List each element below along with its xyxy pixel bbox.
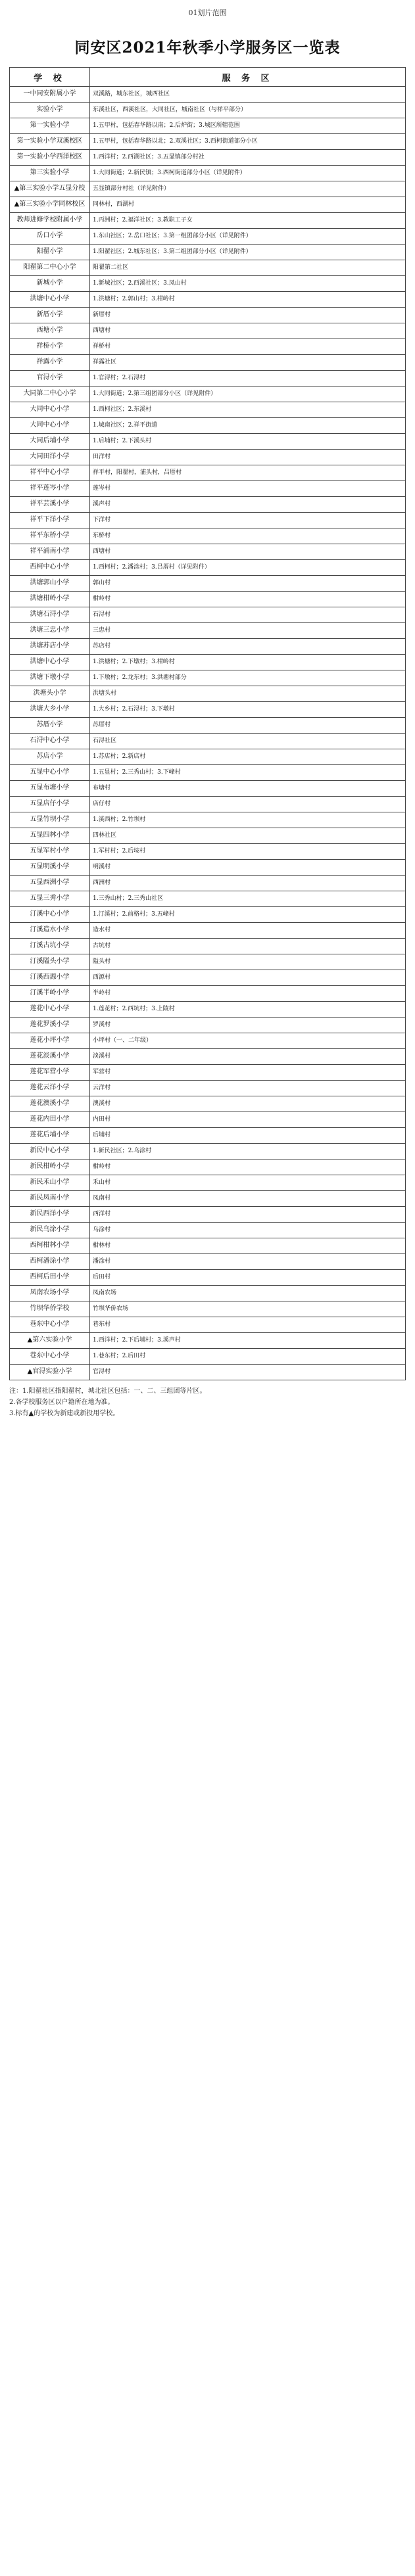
table-row	[10, 797, 406, 812]
service-area-cell: 溪声村	[90, 497, 406, 513]
service-area-cell: 罗溪村	[90, 1018, 406, 1033]
table-row	[10, 434, 406, 450]
school-name-cell: 新厝小学	[10, 308, 90, 323]
school-name-cell: 莲花后埔小学	[10, 1128, 90, 1144]
table-row	[10, 355, 406, 371]
school-name-cell: 祥平芸溪小学	[10, 497, 90, 513]
school-name-cell: 莲花罗溪小学	[10, 1018, 90, 1033]
service-area-cell: 西洲村	[90, 876, 406, 891]
table-row	[10, 939, 406, 954]
school-name-cell: 竹坝华侨学校	[10, 1301, 90, 1317]
table-row	[10, 339, 406, 355]
table-row	[10, 87, 406, 103]
school-name-cell: ▲第三实验小学五显分校	[10, 181, 90, 197]
service-area-cell: 1.汀溪村；2.前格村；3.五峰村	[90, 907, 406, 923]
service-area-cell: 阳翟第二社区	[90, 260, 406, 276]
table-row	[10, 1175, 406, 1191]
service-area-cell: 1.西洋村；2.西湖社区；3.五显镇部分村社	[90, 150, 406, 166]
service-area-cell: 洪塘头村	[90, 686, 406, 702]
service-area-cell: 下洋村	[90, 513, 406, 528]
service-area-cell: 1.新城社区；2.西溪社区；3.凤山村	[90, 276, 406, 292]
school-name-cell: 汀溪古坑小学	[10, 939, 90, 954]
school-name-cell: 洪塘下墩小学	[10, 670, 90, 686]
service-area-cell: 造水村	[90, 923, 406, 939]
school-name-cell: 苏厝小学	[10, 718, 90, 734]
school-name-cell: 第三实验小学	[10, 166, 90, 181]
table-row	[10, 1191, 406, 1207]
table-row	[10, 765, 406, 781]
school-name-cell: 汀溪西源小学	[10, 970, 90, 986]
table-row	[10, 812, 406, 828]
table-body	[10, 87, 406, 1380]
table-row	[10, 181, 406, 197]
service-area-cell: 内田村	[90, 1112, 406, 1128]
service-area-cell: 官浔村	[90, 1365, 406, 1380]
table-row	[10, 103, 406, 118]
service-area-cell: 1.五甲村，包括春华路以南；2.后炉街；3.城区所辖范围	[90, 118, 406, 134]
school-name-cell: 洪塘头小学	[10, 686, 90, 702]
table-row	[10, 702, 406, 718]
school-name-cell: 大同中心小学	[10, 418, 90, 434]
service-area-cell: 1.洪塘村；2.下墩村；3.柑岭村	[90, 655, 406, 670]
school-name-cell: ▲第六实验小学	[10, 1333, 90, 1349]
school-name-cell: 祥平东桥小学	[10, 528, 90, 544]
table-row	[10, 402, 406, 418]
table-row	[10, 876, 406, 891]
service-area-cell: 澳溪村	[90, 1096, 406, 1112]
service-area-cell: 竹坝华侨农场	[90, 1301, 406, 1317]
table-row	[10, 118, 406, 134]
school-name-cell: 岳口小学	[10, 229, 90, 245]
table-row	[10, 718, 406, 734]
school-name-cell: 五显四林小学	[10, 828, 90, 844]
service-area-cell: 同林村，西湖村	[90, 197, 406, 213]
service-area-cell: 1.城南社区；2.祥平街道	[90, 418, 406, 434]
service-area-cell: 1.大同街道；2.第三组团部分小区（详见附件）	[90, 386, 406, 402]
table-row	[10, 229, 406, 245]
school-name-cell: 五显军村小学	[10, 844, 90, 860]
service-area-cell: 1.下墩村；2.龙东村；3.洪塘村部分	[90, 670, 406, 686]
service-area-cell: 五显镇部分村社（详见附件）	[90, 181, 406, 197]
school-name-cell: 新民乌涂小学	[10, 1223, 90, 1238]
table-row	[10, 1144, 406, 1159]
school-name-cell: 祥平中心小学	[10, 465, 90, 481]
service-area-cell: 巷东村	[90, 1317, 406, 1333]
table-row	[10, 623, 406, 639]
service-area-cell: 祥平村，阳翟村，浦头村，吕厝村	[90, 465, 406, 481]
school-name-cell: 汀溪造水小学	[10, 923, 90, 939]
school-name-cell: 第一实验小学	[10, 118, 90, 134]
table-row	[10, 292, 406, 308]
service-area-cell: 1.大乡村；2.石浔村；3.下墩村	[90, 702, 406, 718]
school-name-cell: 新民凤南小学	[10, 1191, 90, 1207]
school-name-cell: 五显中心小学	[10, 765, 90, 781]
service-area-cell: 柑岭村	[90, 1159, 406, 1175]
table-row	[10, 481, 406, 497]
table-row	[10, 544, 406, 560]
document-title: 同安区2021年秋季小学服务区一览表	[74, 38, 341, 57]
image-caption: 01划片范围	[188, 9, 227, 17]
service-area-cell: 石浔村	[90, 607, 406, 623]
table-row	[10, 1002, 406, 1018]
service-area-cell: 潘涂村	[90, 1254, 406, 1270]
service-area-cell: 1.大同街道；2.新民镇；3.西柯街道部分小区（详见附件）	[90, 166, 406, 181]
school-name-cell: 洪塘石浔小学	[10, 607, 90, 623]
table-row	[10, 418, 406, 434]
service-area-cell: 三忠村	[90, 623, 406, 639]
table-row	[10, 213, 406, 229]
service-area-cell: 淡溪村	[90, 1049, 406, 1065]
school-name-cell: 大同后埔小学	[10, 434, 90, 450]
table-row	[10, 655, 406, 670]
table-row	[10, 907, 406, 923]
table-row	[10, 592, 406, 607]
school-name-cell: 大同田洋小学	[10, 450, 90, 465]
service-area-cell: 凤南农场	[90, 1286, 406, 1301]
table-row	[10, 576, 406, 592]
table-row	[10, 245, 406, 260]
school-name-cell: 巷东中心小学	[10, 1317, 90, 1333]
service-area-cell: 1.溪西村；2.竹坝村	[90, 812, 406, 828]
school-name-cell: 西柯后田小学	[10, 1270, 90, 1286]
table-row	[10, 1096, 406, 1112]
table-row	[10, 513, 406, 528]
table-row	[10, 1081, 406, 1096]
service-area-cell: 苏店村	[90, 639, 406, 655]
table-row	[10, 891, 406, 907]
service-area-cell: 1.丙洲村；2.福洋社区；3.教职工子女	[90, 213, 406, 229]
school-name-cell: 实验小学	[10, 103, 90, 118]
table-row	[10, 450, 406, 465]
service-area-cell: 后田村	[90, 1270, 406, 1286]
table-row	[10, 323, 406, 339]
school-name-cell: 洪塘中心小学	[10, 655, 90, 670]
table-row	[10, 781, 406, 797]
school-name-cell: 洪塘大乡小学	[10, 702, 90, 718]
table-row	[10, 1317, 406, 1333]
table-row	[10, 970, 406, 986]
school-name-cell: 祥平下洋小学	[10, 513, 90, 528]
school-name-cell: 汀溪隘头小学	[10, 954, 90, 970]
table-row	[10, 150, 406, 166]
school-name-cell: 官浔小学	[10, 371, 90, 386]
school-name-cell: 莲花小坪小学	[10, 1033, 90, 1049]
service-area-cell: 1.三秀山村；2.三秀山社区	[90, 891, 406, 907]
school-name-cell: 洪塘苏店小学	[10, 639, 90, 655]
table-row	[10, 844, 406, 860]
service-area-cell: 1.西柯村；2.潘涂村；3.吕厝村（详见附件）	[90, 560, 406, 576]
school-name-cell: 阳翟第二中心小学	[10, 260, 90, 276]
table-row	[10, 686, 406, 702]
footnote-line: 注：1.阳翟社区指阳翟村，城北社区包括：一、二、三组团等片区。	[9, 1388, 207, 1395]
table-row	[10, 1018, 406, 1033]
service-area-cell: 东溪社区，西溪社区，大同社区，城南社区（与祥平部分）	[90, 103, 406, 118]
school-name-cell: 大同中心小学	[10, 402, 90, 418]
table-row	[10, 1254, 406, 1270]
service-area-cell: 双溪路，城东社区，城西社区	[90, 87, 406, 103]
table-row	[10, 860, 406, 876]
school-name-cell: 第一实验小学双溪校区	[10, 134, 90, 150]
table-row	[10, 1349, 406, 1365]
table-row	[10, 607, 406, 623]
school-name-cell: 西柯柑林小学	[10, 1238, 90, 1254]
table-row	[10, 923, 406, 939]
service-area-cell: 1.新民社区；2.乌涂村	[90, 1144, 406, 1159]
school-name-cell: 巷东中心小学	[10, 1349, 90, 1365]
table-row	[10, 1207, 406, 1223]
table-row	[10, 749, 406, 765]
service-area-cell: 苏厝村	[90, 718, 406, 734]
service-area-cell: 柑岭村	[90, 592, 406, 607]
service-area-cell: 小坪村（一、二年级）	[90, 1033, 406, 1049]
service-area-cell: 乌涂村	[90, 1223, 406, 1238]
service-area-cell: 后埔村	[90, 1128, 406, 1144]
service-area-cell: 西源村	[90, 970, 406, 986]
footnote-line: 2.各学校服务区以户籍所在地为准。	[9, 1399, 114, 1406]
school-name-cell: 一中同安附属小学	[10, 87, 90, 103]
school-name-cell: 洪塘三忠小学	[10, 623, 90, 639]
table-row	[10, 260, 406, 276]
service-area-cell: 1.东山社区；2.岳口社区；3.第一组团部分小区（详见附件）	[90, 229, 406, 245]
school-name-cell: 汀溪中心小学	[10, 907, 90, 923]
school-name-cell: 五显明溪小学	[10, 860, 90, 876]
table-row	[10, 197, 406, 213]
table-row	[10, 1033, 406, 1049]
service-area-cell: 云洋村	[90, 1081, 406, 1096]
table-row	[10, 166, 406, 181]
service-area-cell: 1.阳翟社区；2.城东社区；3.第二组团部分小区（详见附件）	[90, 245, 406, 260]
footnotes	[9, 1386, 406, 1419]
school-name-cell: 教师进修学校附属小学	[10, 213, 90, 229]
school-name-cell: 苏店小学	[10, 749, 90, 765]
service-area-cell: 田洋村	[90, 450, 406, 465]
service-area-table	[9, 67, 406, 1380]
service-area-cell: 明溪村	[90, 860, 406, 876]
table-row	[10, 986, 406, 1002]
table-row	[10, 386, 406, 402]
school-name-cell: 西柯中心小学	[10, 560, 90, 576]
table-row	[10, 828, 406, 844]
table-row	[10, 1333, 406, 1349]
service-area-cell: 1.巷东村；2.后田村	[90, 1349, 406, 1365]
service-area-cell: 祥露社区	[90, 355, 406, 371]
service-area-cell: 1.五甲村，包括春华路以北；2.双溪社区；3.西柯街道部分小区	[90, 134, 406, 150]
school-name-cell: 洪塘中心小学	[10, 292, 90, 308]
service-area-cell: 祥桥村	[90, 339, 406, 355]
service-area-cell: 1.军村村；2.后垵村	[90, 844, 406, 860]
service-area-cell: 布塘村	[90, 781, 406, 797]
service-area-cell: 西塘村	[90, 544, 406, 560]
school-name-cell: 新民西洋小学	[10, 1207, 90, 1223]
table-row	[10, 1365, 406, 1380]
service-area-cell: 1.莲花村；2.西坑村；3.上陵村	[90, 1002, 406, 1018]
table-row	[10, 134, 406, 150]
service-area-cell: 石浔社区	[90, 734, 406, 749]
table-row	[10, 1301, 406, 1317]
table-row	[10, 1270, 406, 1286]
service-area-cell: 西洋村	[90, 1207, 406, 1223]
service-area-cell: 柑林村	[90, 1238, 406, 1254]
school-name-cell: 莲花中心小学	[10, 1002, 90, 1018]
school-name-cell: 洪塘郭山小学	[10, 576, 90, 592]
school-name-cell: 祥露小学	[10, 355, 90, 371]
school-name-cell: 祥平浦南小学	[10, 544, 90, 560]
table-row	[10, 1049, 406, 1065]
table-row	[10, 1112, 406, 1128]
table-row	[10, 276, 406, 292]
service-area-cell: 四林社区	[90, 828, 406, 844]
school-name-cell: 新民柑岭小学	[10, 1159, 90, 1175]
school-name-cell: 五显三秀小学	[10, 891, 90, 907]
service-area-cell: 郭山村	[90, 576, 406, 592]
service-area-cell: 禾山村	[90, 1175, 406, 1191]
service-area-cell: 凤南村	[90, 1191, 406, 1207]
school-name-cell: 莲花内田小学	[10, 1112, 90, 1128]
school-name-cell: ▲第三实验小学同林校区	[10, 197, 90, 213]
service-area-cell: 1.西洋村；2.下后埔村；3.溪声村	[90, 1333, 406, 1349]
school-name-cell: 石浔中心小学	[10, 734, 90, 749]
header-school: 学 校	[10, 68, 90, 87]
table-row	[10, 528, 406, 544]
header-area: 服 务 区	[90, 68, 406, 87]
footnote-line: 3.标有▲的学校为新建或新投用学校。	[9, 1410, 120, 1417]
school-name-cell: 五显布塘小学	[10, 781, 90, 797]
school-name-cell: 新民中心小学	[10, 1144, 90, 1159]
school-name-cell: 祥桥小学	[10, 339, 90, 355]
table-row	[10, 497, 406, 513]
table-row	[10, 734, 406, 749]
table-row	[10, 465, 406, 481]
school-name-cell: 第一实验小学西洋校区	[10, 150, 90, 166]
table-row	[10, 1159, 406, 1175]
school-name-cell: 阳翟小学	[10, 245, 90, 260]
school-name-cell: 五显竹坝小学	[10, 812, 90, 828]
service-area-cell: 1.洪塘村；2.郭山村；3.柑岭村	[90, 292, 406, 308]
school-name-cell: 大同第二中心小学	[10, 386, 90, 402]
service-area-cell: 莲岑村	[90, 481, 406, 497]
service-area-cell: 1.苏店村；2.新店村	[90, 749, 406, 765]
table-header-row	[10, 68, 406, 87]
service-area-cell: 1.后埔村；2.下溪头村	[90, 434, 406, 450]
service-area-cell: 古坑村	[90, 939, 406, 954]
school-name-cell: 莲花军营小学	[10, 1065, 90, 1081]
school-name-cell: ▲官浔实验小学	[10, 1365, 90, 1380]
table-row	[10, 954, 406, 970]
service-area-cell: 东桥村	[90, 528, 406, 544]
school-name-cell: 凤南农场小学	[10, 1286, 90, 1301]
school-name-cell: 洪塘柑岭小学	[10, 592, 90, 607]
school-name-cell: 新城小学	[10, 276, 90, 292]
school-name-cell: 五显店仔小学	[10, 797, 90, 812]
service-area-cell: 1.西柯社区；2.东溪村	[90, 402, 406, 418]
service-area-cell: 1.五显村；2.三秀山村；3.下峰村	[90, 765, 406, 781]
table-row	[10, 308, 406, 323]
school-name-cell: 西柯潘涂小学	[10, 1254, 90, 1270]
table-row	[10, 639, 406, 655]
school-name-cell: 祥平莲岑小学	[10, 481, 90, 497]
school-name-cell: 莲花淡溪小学	[10, 1049, 90, 1065]
table-row	[10, 1286, 406, 1301]
service-area-cell: 军营村	[90, 1065, 406, 1081]
service-area-cell: 店仔村	[90, 797, 406, 812]
table-row	[10, 560, 406, 576]
table-row	[10, 1238, 406, 1254]
table-row	[10, 1223, 406, 1238]
school-name-cell: 新民禾山小学	[10, 1175, 90, 1191]
service-area-cell: 1.官浔村；2.石浔村	[90, 371, 406, 386]
school-name-cell: 西塘小学	[10, 323, 90, 339]
school-name-cell: 五显西洲小学	[10, 876, 90, 891]
table-row	[10, 1065, 406, 1081]
table-row	[10, 371, 406, 386]
service-area-cell: 半岭村	[90, 986, 406, 1002]
school-name-cell: 莲花云洋小学	[10, 1081, 90, 1096]
service-area-cell: 西塘村	[90, 323, 406, 339]
school-name-cell: 莲花澳溪小学	[10, 1096, 90, 1112]
service-area-cell: 新厝村	[90, 308, 406, 323]
table-row	[10, 1128, 406, 1144]
service-area-cell: 隘头村	[90, 954, 406, 970]
school-name-cell: 汀溪半岭小学	[10, 986, 90, 1002]
table-row	[10, 670, 406, 686]
